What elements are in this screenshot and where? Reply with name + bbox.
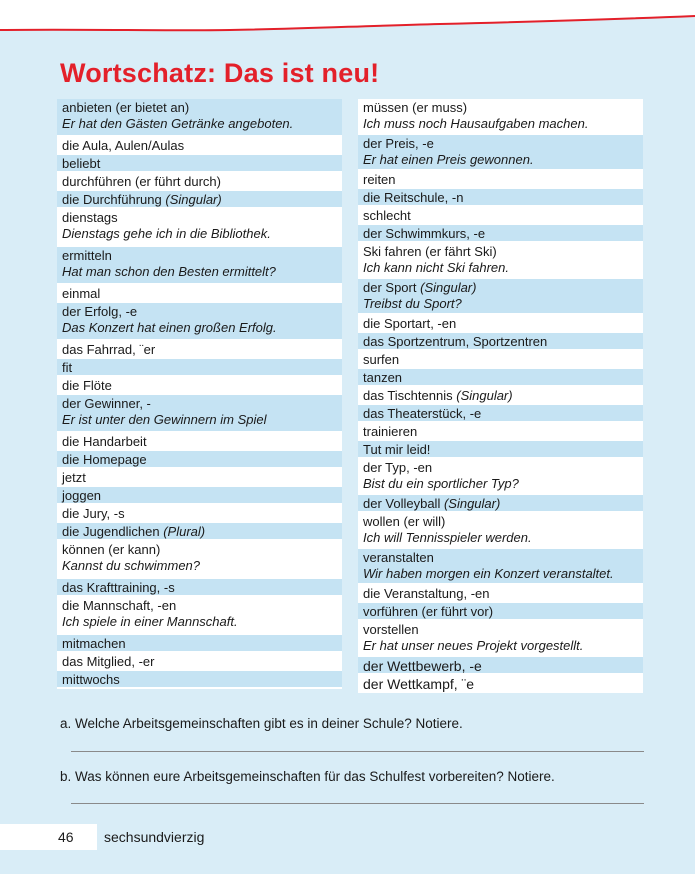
vocab-term-text: durchführen (er führt durch) (62, 174, 221, 189)
vocab-example: Ich will Tennisspieler werden. (363, 530, 532, 546)
vocab-entry (57, 487, 342, 505)
vocab-term-text: das Tischtennis (363, 388, 453, 403)
vocab-entry (57, 653, 342, 671)
vocab-term-text: der Volleyball (363, 496, 441, 511)
vocab-term-text: die Mannschaft, -en (62, 598, 177, 613)
vocab-example: Dienstags gehe ich in die Bibliothek. (62, 226, 271, 242)
vocab-entry (358, 459, 643, 495)
vocab-term-text: die Aula, Aulen/Aulas (62, 138, 185, 153)
vocab-entry (57, 451, 342, 469)
vocab-example: Er hat unser neues Projekt vorgestellt. (363, 638, 584, 654)
vocab-term-text: die Jugendlichen (62, 524, 160, 539)
vocab-example: Hat man schon den Besten ermittelt? (62, 264, 276, 280)
vocab-term (62, 210, 338, 226)
vocab-term (62, 524, 338, 540)
vocab-entry (57, 359, 342, 377)
vocab-example: Bist du ein sportlicher Typ? (363, 476, 519, 492)
vocab-term-text: die Sportart, -en (363, 316, 457, 331)
vocab-term-text: fit (62, 360, 73, 375)
vocab-entry (358, 405, 643, 423)
vocab-entry (358, 243, 643, 279)
vocab-entry (57, 155, 342, 173)
vocab-term-text: der Wettbewerb, -e (363, 658, 482, 674)
vocab-entry (358, 351, 643, 369)
vocab-term (363, 136, 639, 152)
vocab-entry (358, 387, 643, 405)
vocab-example: Er ist unter den Gewinnern im Spiel (62, 412, 267, 428)
vocab-term (62, 488, 338, 504)
vocab-term (62, 100, 338, 116)
vocab-term-text: vorstellen (363, 622, 419, 637)
vocab-term-text: wollen (er will) (363, 514, 446, 529)
vocab-example: Ich muss noch Hausaufgaben machen. (363, 116, 589, 132)
vocab-term (363, 244, 639, 260)
vocab-term (363, 496, 639, 512)
vocab-column-left (57, 99, 342, 689)
vocab-term (363, 442, 639, 458)
vocab-term (62, 396, 338, 412)
vocab-entry (358, 189, 643, 207)
vocab-example: Wir haben morgen ein Konzert veranstaltet. (363, 566, 614, 582)
vocab-term (62, 304, 338, 320)
vocab-term-text: Ski fahren (er fährt Ski) (363, 244, 497, 259)
vocab-term-text: der Erfolg, -e (62, 304, 138, 319)
vocab-term (62, 636, 338, 652)
vocab-entry (57, 191, 342, 209)
vocab-term-text: mittwochs (62, 672, 120, 687)
vocab-term-text: jetzt (62, 470, 86, 485)
page-title: Wortschatz: Das ist neu! (60, 58, 380, 88)
vocab-entry (57, 523, 342, 541)
vocab-term (62, 452, 338, 468)
vocab-term-text: die Flöte (62, 378, 112, 393)
vocab-term-text: die Reitschule, -n (363, 190, 464, 205)
vocab-example: Er hat einen Preis gewonnen. (363, 152, 534, 168)
vocab-entry (358, 621, 643, 657)
vocab-entry (57, 671, 342, 689)
vocab-term-text: der Preis, -e (363, 136, 434, 151)
vocab-term (62, 342, 338, 358)
vocab-example: Er hat den Gästen Getränke angeboten. (62, 116, 294, 132)
vocab-term (62, 506, 338, 522)
vocab-entry (358, 423, 643, 441)
vocab-entry (57, 469, 342, 487)
vocab-term (62, 138, 338, 154)
vocab-term (62, 654, 338, 670)
vocab-entry (57, 285, 342, 303)
vocab-term (62, 248, 338, 264)
vocab-term-text: die Jury, -s (62, 506, 125, 521)
exercise-a: a. Welche Arbeitsgemeinschaften gibt es in deiner Schule? Notiere. (60, 716, 463, 731)
vocab-term (363, 280, 639, 296)
vocab-note: (Singular) (456, 388, 513, 403)
vocab-entry (57, 247, 342, 285)
vocab-entry (57, 303, 342, 341)
vocab-term-text: das Mitglied, -er (62, 654, 155, 669)
answer-line-a[interactable] (71, 751, 644, 752)
vocab-entry (358, 657, 643, 675)
vocab-term (363, 226, 639, 242)
vocab-term (62, 542, 338, 558)
vocab-entry (57, 173, 342, 191)
vocab-term (363, 586, 639, 602)
vocab-term-text: surfen (363, 352, 400, 367)
vocab-term-text: der Gewinner, - (62, 396, 151, 411)
vocab-term-text: können (er kann) (62, 542, 161, 557)
vocab-entry (358, 315, 643, 333)
vocab-term (363, 514, 639, 530)
vocab-entry (358, 549, 643, 585)
vocab-term-text: veranstalten (363, 550, 434, 565)
vocab-entry (57, 579, 342, 597)
vocab-term (363, 172, 639, 188)
vocab-term-text: schlecht (363, 208, 411, 223)
vocab-term (363, 406, 639, 422)
vocab-entry (358, 441, 643, 459)
vocab-term-text: der Wettkampf, ¨e (363, 676, 475, 692)
vocab-term-text: der Typ, -en (363, 460, 433, 475)
vocab-entry (57, 341, 342, 359)
vocab-term (62, 174, 338, 190)
vocab-term-text: müssen (er muss) (363, 100, 468, 115)
vocab-term-text: der Schwimmkurs, -e (363, 226, 486, 241)
vocab-term-text: Tut mir leid! (363, 442, 431, 457)
vocab-term (363, 388, 639, 404)
vocab-term (363, 622, 639, 638)
vocab-term-text: das Theaterstück, -e (363, 406, 482, 421)
vocab-entry (358, 675, 643, 693)
vocab-entry (57, 635, 342, 653)
vocab-term (62, 470, 338, 486)
vocab-term (363, 100, 639, 116)
vocab-entry (358, 225, 643, 243)
vocab-term-text: die Homepage (62, 452, 147, 467)
vocab-entry (57, 541, 342, 579)
vocab-example: Ich kann nicht Ski fahren. (363, 260, 509, 276)
vocab-example: Ich spiele in einer Mannschaft. (62, 614, 238, 630)
vocab-example: Kannst du schwimmen? (62, 558, 201, 574)
vocab-term (62, 192, 338, 208)
vocab-entry (358, 495, 643, 513)
answer-line-b[interactable] (71, 803, 644, 804)
vocab-term (363, 370, 639, 386)
vocab-term-text: beliebt (62, 156, 101, 171)
vocab-entry (57, 99, 342, 137)
vocab-term-text: das Sportzentrum, Sportzentren (363, 334, 548, 349)
vocab-term (363, 658, 639, 674)
vocab-entry (358, 369, 643, 387)
vocab-term-text: einmal (62, 286, 101, 301)
vocab-entry (358, 171, 643, 189)
vocab-term (363, 208, 639, 224)
vocab-term (62, 156, 338, 172)
vocab-entry (358, 333, 643, 351)
vocab-entry (57, 137, 342, 155)
vocab-term (363, 550, 639, 566)
wavy-header-band (0, 0, 695, 40)
vocab-term-text: die Durchführung (62, 192, 162, 207)
vocab-term-text: das Krafttraining, -s (62, 580, 175, 595)
vocab-entry (358, 135, 643, 171)
vocab-entry (358, 99, 643, 135)
vocab-term-text: anbieten (er bietet an) (62, 100, 190, 115)
vocab-term (363, 424, 639, 440)
vocab-term (62, 378, 338, 394)
page-number-word: sechsundvierzig (104, 829, 205, 845)
exercise-b: b. Was können eure Arbeitsgemeinschaften für das Schulfest vorbereiten? Notiere. (60, 769, 555, 784)
vocab-example: Treibst du Sport? (363, 296, 462, 312)
vocab-entry (57, 597, 342, 635)
vocab-term (62, 434, 338, 450)
vocab-entry (57, 395, 342, 433)
vocab-term (363, 604, 639, 620)
vocab-term-text: das Fahrrad, ¨er (62, 342, 156, 357)
vocab-example: Das Konzert hat einen großen Erfolg. (62, 320, 277, 336)
vocab-term-text: trainieren (363, 424, 418, 439)
vocab-term (363, 460, 639, 476)
vocab-term (363, 190, 639, 206)
page-number: 46 (58, 829, 74, 845)
vocab-note: (Singular) (165, 192, 222, 207)
vocab-note: (Singular) (443, 496, 501, 511)
vocab-entry (358, 279, 643, 315)
vocab-term-text: die Veranstaltung, -en (363, 586, 490, 601)
vocab-term (62, 360, 338, 376)
vocab-entry (358, 585, 643, 603)
vocab-entry (358, 207, 643, 225)
vocab-term (363, 352, 639, 368)
vocab-term (62, 598, 338, 614)
footer-page-box (0, 824, 97, 850)
vocab-term-text: ermitteln (62, 248, 112, 263)
vocab-term-text: joggen (62, 488, 102, 503)
vocab-entry (57, 433, 342, 451)
vocab-entry (57, 505, 342, 523)
vocab-entry (358, 513, 643, 549)
vocab-term-text: tanzen (363, 370, 403, 385)
vocab-term (62, 580, 338, 596)
vocab-entry (358, 603, 643, 621)
vocab-term-text: dienstags (62, 210, 118, 225)
vocab-term (363, 316, 639, 332)
vocab-note: (Plural) (163, 524, 206, 539)
vocab-term (363, 676, 639, 692)
vocab-column-right (358, 99, 643, 693)
vocab-term (363, 334, 639, 350)
vocab-term-text: die Handarbeit (62, 434, 147, 449)
vocab-term-text: der Sport (363, 280, 417, 295)
vocab-term-text: reiten (363, 172, 396, 187)
vocab-term (62, 672, 338, 688)
vocab-term (62, 286, 338, 302)
vocab-term-text: vorführen (er führt vor) (363, 604, 494, 619)
vocab-note: (Singular) (420, 280, 477, 295)
vocab-entry (57, 209, 342, 247)
vocab-term-text: mitmachen (62, 636, 126, 651)
vocab-entry (57, 377, 342, 395)
